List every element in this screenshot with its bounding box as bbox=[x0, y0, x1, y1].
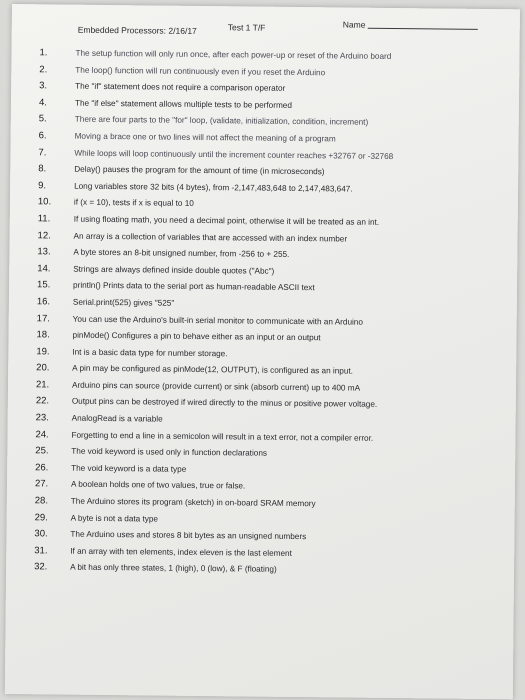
question-text: Moving a brace one or two lines will not affect the meaning of a program bbox=[74, 131, 336, 144]
question-text: A boolean holds one of two values, true or false. bbox=[70, 480, 246, 491]
question-item bbox=[34, 563, 504, 585]
question-number: 27. bbox=[34, 478, 49, 490]
test-title: Test 1 T/F bbox=[227, 22, 266, 33]
question-text: pinMode() Configures a pin to behave either as an input or an output bbox=[72, 330, 321, 343]
question-number: 26. bbox=[35, 462, 49, 474]
question-number: 25. bbox=[35, 445, 49, 457]
question-text: Strings are always defined inside double quotes ("Abc") bbox=[73, 264, 275, 276]
question-text: Delay() pauses the program for the amount of time (in microseconds) bbox=[74, 164, 325, 177]
question-number: 2. bbox=[39, 63, 48, 75]
question-number: 23. bbox=[35, 412, 49, 424]
question-number: 12. bbox=[37, 229, 51, 241]
question-text: An array is a collection of variables that are accessed with an index number bbox=[73, 231, 348, 244]
question-text: If using floating math, you need a decimal point, otherwise it will be treated as an int. bbox=[73, 214, 380, 227]
question-number: 6. bbox=[38, 130, 47, 142]
test-sheet bbox=[5, 4, 520, 699]
question-number: 24. bbox=[35, 428, 49, 441]
question-text: AnalogRead is a variable bbox=[71, 413, 163, 424]
question-number: 32. bbox=[34, 561, 48, 573]
question-text: Output pins can be destroyed if wired directly to the minus or positive power voltage. bbox=[71, 397, 378, 410]
question-text: if (x = 10), tests if x is equal to 10 bbox=[73, 198, 194, 209]
question-text: A byte is not a data type bbox=[70, 513, 159, 524]
question-number: 15. bbox=[37, 279, 51, 291]
question-number: 29. bbox=[34, 511, 48, 524]
question-number: 18. bbox=[36, 329, 50, 341]
name-blank-line bbox=[368, 28, 478, 30]
question-number: 14. bbox=[37, 262, 51, 275]
course-date: Embedded Processors: 2/16/17 bbox=[77, 24, 197, 36]
question-number: 13. bbox=[37, 246, 51, 258]
question-text: println() Prints data to the serial port as human-readable ASCII text bbox=[73, 280, 315, 293]
question-number: 1. bbox=[39, 47, 48, 59]
question-number: 7. bbox=[38, 146, 47, 158]
question-text: The Arduino uses and stores 8 bit bytes as an unsigned numbers bbox=[70, 529, 307, 542]
question-number: 22. bbox=[35, 395, 50, 407]
question-text: Forgetting to end a line in a semicolon will result in a text error, not a compiler error. bbox=[71, 430, 374, 443]
question-text: While loops will loop continuously until the increment counter reaches +32767 or -32768 bbox=[74, 148, 394, 161]
question-number: 9. bbox=[38, 180, 47, 192]
question-text: Arduino pins can source (provide current) or sink (absorb current) up to 400 mA bbox=[71, 380, 361, 393]
question-number: 8. bbox=[38, 163, 47, 175]
question-text: The Arduino stores its program (sketch) in on-board SRAM memory bbox=[70, 496, 316, 509]
question-number: 30. bbox=[34, 528, 48, 540]
question-number: 20. bbox=[36, 362, 50, 374]
question-text: The loop() function will run continuously even if you reset the Arduino bbox=[75, 65, 326, 77]
question-number: 11. bbox=[37, 213, 51, 225]
question-number: 16. bbox=[36, 296, 51, 308]
question-number: 31. bbox=[34, 545, 48, 557]
question-text: If an array with ten elements, index eleven is the last element bbox=[70, 546, 292, 558]
question-text: A bit has only three states, 1 (high), 0 (low), & F (floating) bbox=[70, 563, 277, 575]
question-number: 19. bbox=[36, 345, 50, 358]
question-text: A byte stores an 8-bit unsigned number, from -256 to + 255. bbox=[73, 247, 290, 260]
question-text: Long variables store 32 bits (4 bytes), from -2,147,483,648 to 2,147,483,647. bbox=[74, 181, 353, 194]
question-number: 5. bbox=[38, 113, 47, 125]
name-label: Name bbox=[342, 19, 366, 30]
question-number: 21. bbox=[35, 379, 50, 391]
question-text: The "if else" statement allows multiple tests to be performed bbox=[74, 98, 292, 110]
question-number: 28. bbox=[34, 495, 49, 507]
question-number: 3. bbox=[39, 80, 48, 92]
question-text: The void keyword is used only in function declarations bbox=[71, 446, 268, 458]
question-text: Int is a basic data type for number storage. bbox=[72, 347, 228, 358]
question-text: The void keyword is a data type bbox=[71, 463, 187, 474]
question-text: Serial.print(525) gives "525" bbox=[72, 297, 175, 308]
question-list bbox=[34, 48, 510, 584]
question-number: 4. bbox=[38, 97, 47, 109]
question-number: 17. bbox=[36, 312, 50, 324]
question-text: The "if" statement does not require a comparison operator bbox=[75, 81, 286, 94]
test-header bbox=[78, 21, 498, 41]
question-text: You can use the Arduino's built-in serial monitor to communicate with an Arduino bbox=[72, 314, 364, 327]
question-text: There are four parts to the "for" loop, (validate, initialization, condition, increment) bbox=[74, 115, 369, 128]
question-text: The setup function will only run once, after each power-up or reset of the Arduino board bbox=[75, 48, 392, 61]
question-text: A pin may be configured as pinMode(12, OUTPUT), is configured as an input. bbox=[72, 363, 354, 376]
question-number: 10. bbox=[37, 196, 52, 208]
